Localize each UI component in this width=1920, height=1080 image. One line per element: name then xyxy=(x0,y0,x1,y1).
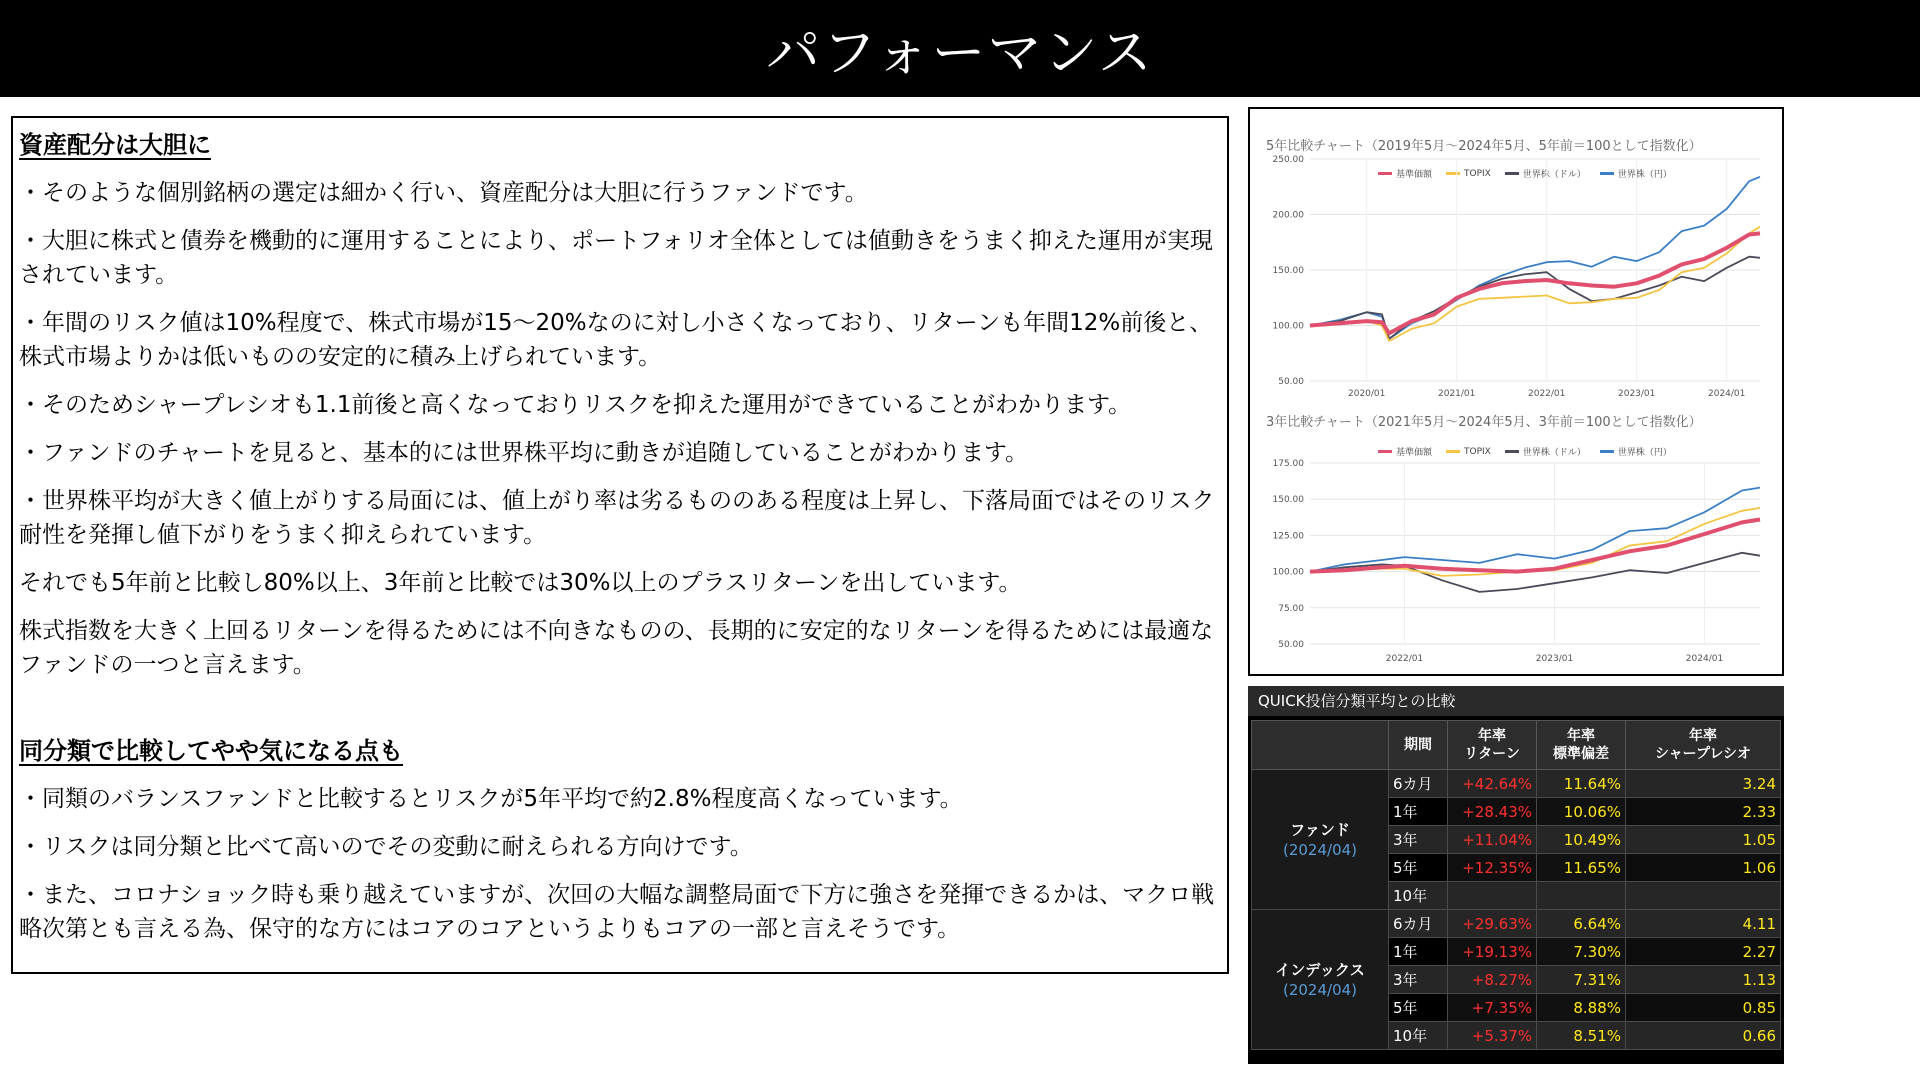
period-cell: 6カ月 xyxy=(1389,910,1448,938)
paragraph: ・そのためシャープレシオも1.1前後と高くなっておりリスクを抑えた運用ができていることがわかります。 xyxy=(19,392,1132,418)
y-tick-label: 150.00 xyxy=(1272,495,1304,506)
return-cell: +42.64% xyxy=(1448,770,1537,798)
sharpe-cell: 4.11 xyxy=(1626,910,1781,938)
sharpe-cell: 0.85 xyxy=(1626,994,1781,1022)
legend-item-world-usd: 世界株（ドル） xyxy=(1505,167,1586,180)
paragraph: ・リスクは同分類と比べて高いのでその変動に耐えられる方向けです。 xyxy=(19,834,753,860)
x-tick-label: 2024/01 xyxy=(1685,654,1724,664)
stddev-cell: 6.64% xyxy=(1537,910,1626,938)
section-heading-concerns: 同分類で比較してやや気になる点も xyxy=(19,737,403,765)
table-header-period: 期間 xyxy=(1389,721,1448,770)
series-line-fund xyxy=(1310,233,1760,333)
paragraph: ・大胆に株式と債券を機動的に運用することにより、ポートフォリオ全体としては値動きをうまく抑えた運用が実現されています。 xyxy=(19,228,1213,288)
period-cell: 10年 xyxy=(1389,1022,1448,1050)
table-header-sharpe: 年率 シャープレシオ xyxy=(1626,721,1781,770)
series-line-world_usd xyxy=(1310,257,1760,339)
quick-comparison-panel xyxy=(1248,686,1784,1064)
y-tick-label: 50.00 xyxy=(1278,377,1304,387)
sharpe-cell: 3.24 xyxy=(1626,770,1781,798)
paragraph: ・世界株平均が大きく値上がりする局面には、値上がり率は劣るもののある程度は上昇し、下落局面ではそのリスク耐性を発揮し値下がりをうまく抑えられています。 xyxy=(19,488,1215,548)
y-tick-label: 100.00 xyxy=(1272,567,1304,578)
commentary-panel xyxy=(11,116,1229,974)
series-line-world_usd xyxy=(1310,553,1760,592)
legend-item-world-jpy: 世界株（円） xyxy=(1600,167,1672,180)
paragraph: ・そのような個別銘柄の選定は細かく行い、資産配分は大胆に行うファンドです。 xyxy=(19,180,868,206)
y-tick-label: 150.00 xyxy=(1272,266,1304,276)
sharpe-cell: 2.33 xyxy=(1626,798,1781,826)
table-header-stddev: 年率 標準偏差 xyxy=(1537,721,1626,770)
paragraph: ・また、コロナショック時も乗り越えていますが、次回の大幅な調整局面で下方に強さを発揮できるかは、マクロ戦略次第とも言える為、保守的な方にはコアのコアというよりもコアの一部と言えそうです。 xyxy=(19,882,1215,942)
sharpe-cell xyxy=(1626,882,1781,910)
period-cell: 1年 xyxy=(1389,938,1448,966)
return-cell: +12.35% xyxy=(1448,854,1537,882)
period-cell: 10年 xyxy=(1389,882,1448,910)
legend-item-world-jpy: 世界株（円） xyxy=(1600,445,1672,458)
x-tick-label: 2024/01 xyxy=(1708,389,1746,399)
stddev-cell: 8.51% xyxy=(1537,1022,1626,1050)
period-cell: 1年 xyxy=(1389,798,1448,826)
return-cell: +19.13% xyxy=(1448,938,1537,966)
stddev-cell: 11.64% xyxy=(1537,770,1626,798)
chart-title-5y: 5年比較チャート（2019年5月～2024年5月、5年前＝100として指数化） xyxy=(1266,139,1702,154)
legend-item-topix: TOPIX xyxy=(1446,445,1491,458)
return-cell: +7.35% xyxy=(1448,994,1537,1022)
return-cell xyxy=(1448,882,1537,910)
return-cell: +29.63% xyxy=(1448,910,1537,938)
sharpe-cell: 1.05 xyxy=(1626,826,1781,854)
y-tick-label: 200.00 xyxy=(1272,210,1304,221)
period-cell: 3年 xyxy=(1389,826,1448,854)
quick-comparison-table xyxy=(1251,720,1781,1050)
chart-legend-3y xyxy=(1378,445,1672,458)
stddev-cell: 11.65% xyxy=(1537,854,1626,882)
y-tick-label: 125.00 xyxy=(1272,531,1304,542)
stddev-cell: 8.88% xyxy=(1537,994,1626,1022)
return-cell: +28.43% xyxy=(1448,798,1537,826)
x-tick-label: 2021/01 xyxy=(1438,389,1476,399)
period-cell: 5年 xyxy=(1389,994,1448,1022)
period-cell: 6カ月 xyxy=(1389,770,1448,798)
x-tick-label: 2023/01 xyxy=(1618,389,1656,399)
line-chart-5y xyxy=(1250,109,1782,674)
page-title: パフォーマンス xyxy=(0,0,1920,97)
group-label: ファンド (2024/04) xyxy=(1252,770,1389,910)
stddev-cell: 7.30% xyxy=(1537,938,1626,966)
quick-table-caption: QUICK投信分類平均との比較 xyxy=(1248,686,1784,716)
period-cell: 5年 xyxy=(1389,854,1448,882)
paragraph: ・ファンドのチャートを見ると、基本的には世界株平均に動きが追随していることがわかります。 xyxy=(19,440,1029,466)
legend-item-world-usd: 世界株（ドル） xyxy=(1505,445,1586,458)
legend-item-topix: TOPIX xyxy=(1446,167,1491,180)
paragraph: ・年間のリスク値は10%程度で、株式市場が15～20%なのに対し小さくなっており、リターンも年間12%前後と、株式市場よりかは低いものの安定的に積み上げられています。 xyxy=(19,310,1213,370)
sharpe-cell: 1.06 xyxy=(1626,854,1781,882)
table-header-group xyxy=(1252,721,1389,770)
group-label: インデックス (2024/04) xyxy=(1252,910,1389,1050)
legend-item-fund: 基準価額 xyxy=(1378,167,1432,180)
y-tick-label: 75.00 xyxy=(1278,603,1304,614)
stddev-cell: 7.31% xyxy=(1537,966,1626,994)
x-tick-label: 2023/01 xyxy=(1535,654,1574,664)
stddev-cell: 10.06% xyxy=(1537,798,1626,826)
return-cell: +11.04% xyxy=(1448,826,1537,854)
return-cell: +8.27% xyxy=(1448,966,1537,994)
stddev-cell: 10.49% xyxy=(1537,826,1626,854)
table-row xyxy=(1252,910,1781,938)
series-line-fund xyxy=(1310,520,1760,572)
stddev-cell xyxy=(1537,882,1626,910)
x-tick-label: 2022/01 xyxy=(1385,654,1424,664)
table-header-return: 年率 リターン xyxy=(1448,721,1537,770)
y-tick-label: 100.00 xyxy=(1272,321,1304,332)
return-cell: +5.37% xyxy=(1448,1022,1537,1050)
section-heading-allocation: 資産配分は大胆に xyxy=(19,131,211,159)
y-tick-label: 50.00 xyxy=(1278,640,1304,650)
chart-title-3y: 3年比較チャート（2021年5月～2024年5月、3年前＝100として指数化） xyxy=(1266,415,1702,430)
table-row xyxy=(1252,770,1781,798)
paragraph: ・同類のバランスファンドと比較するとリスクが5年平均で約2.8%程度高くなっています。 xyxy=(19,786,963,812)
sharpe-cell: 1.13 xyxy=(1626,966,1781,994)
paragraph: それでも5年前と比較し80%以上、3年前と比較では30%以上のプラスリターンを出しています。 xyxy=(19,570,1022,596)
period-cell: 3年 xyxy=(1389,966,1448,994)
sharpe-cell: 2.27 xyxy=(1626,938,1781,966)
legend-item-fund: 基準価額 xyxy=(1378,445,1432,458)
y-tick-label: 175.00 xyxy=(1272,459,1304,469)
comparison-charts-panel xyxy=(1248,107,1784,676)
x-tick-label: 2020/01 xyxy=(1348,389,1386,399)
sharpe-cell: 0.66 xyxy=(1626,1022,1781,1050)
y-tick-label: 250.00 xyxy=(1272,155,1304,165)
paragraph: 株式指数を大きく上回るリターンを得るためには不向きなものの、長期的に安定的なリターンを得るためには最適なファンドの一つと言えます。 xyxy=(19,618,1214,678)
x-tick-label: 2022/01 xyxy=(1528,389,1566,399)
